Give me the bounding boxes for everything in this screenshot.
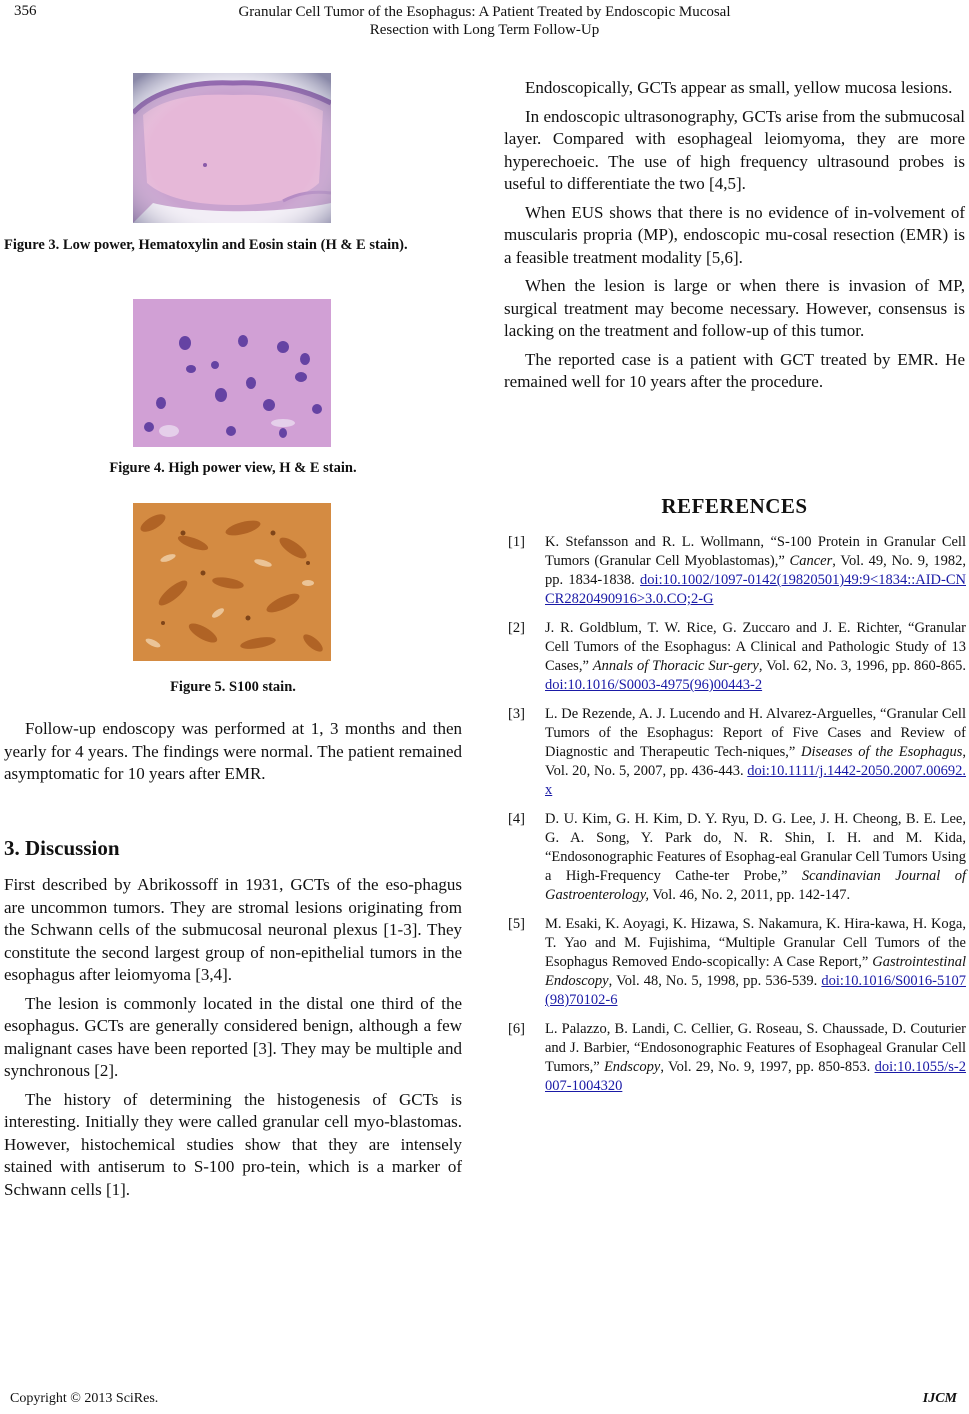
- reference-text: J. R. Goldblum, T. W. Rice, G. Zuccaro and J. E. Richter, “Granular Cell Tumors of the Esophagus: A Clinical and Pathologic Study of 13 Cases,”: [545, 620, 966, 674]
- body-paragraph: The reported case is a patient with GCT treated by EMR. He remained well for 10 years after the procedure.: [504, 349, 965, 391]
- reference-journal: Annals of Thoracic Sur-gery: [592, 658, 759, 674]
- reference-number: [2]: [508, 620, 525, 636]
- body-paragraph: In endoscopic ultrasonography, GCTs arise from the submucosal layer. Compared with esophageal leiomyoma, they are more hyperechoeic. The use of high frequency ultrasound probes is useful to differentiate the two [4,5].: [504, 106, 965, 193]
- discussion-paragraph: The history of determining the histogenesis of GCTs is interesting. Initially they were called granular cell myo-blastomas. However, histochemical studies show that they are intensely stained with antiserum to S-100 pro-tein, which is a marker of Schwann cells [1].: [4, 1089, 462, 1199]
- running-title-line1: Granular Cell Tumor of the Esophagus: A Patient Treated by Endoscopic Mucosal: [238, 4, 731, 20]
- reference-number: [5]: [508, 916, 525, 932]
- reference-text: L. De Rezende, A. J. Lucendo and H. Alvarez-Arguelles, “Granular Cell Tumors of the Esophagus: Report of Five Cases and Review of Diagnostic and Therapeutic Tech-niques,”: [545, 706, 966, 760]
- reference-journal: Endscopy: [603, 1059, 661, 1075]
- reference-text: D. U. Kim, G. H. Kim, D. Y. Ryu, D. G. Lee, J. H. Cheong, B. E. Lee, G. A. Song, Y. Park do, N. R. Shin, I. H. and M. Kida, “Endosonographic Features of Esophag-eal Granular Cell Tumors Using a High-Frequency Cathe-ter Probe,”: [545, 811, 966, 884]
- reference-doi-link[interactable]: doi:10.1002/1097-0142(19820501)49:9<1834::AID-CNCR2820490916>3.0.CO;2-G: [545, 572, 966, 607]
- left-column-followup: [4, 718, 462, 792]
- copyright-notice: Copyright © 2013 SciRes.: [10, 1391, 159, 1406]
- reference-item: [508, 705, 966, 800]
- body-paragraph: When EUS shows that there is no evidence of in-volvement of muscularis propria (MP), endoscopic mu-cosal resection (EMR) is a feasible treatment modality [5,6].: [504, 202, 965, 267]
- running-title-line2: Resection with Long Term Follow-Up: [369, 22, 600, 38]
- reference-number: [1]: [508, 534, 525, 550]
- reference-doi-link[interactable]: doi:10.1016/S0016-5107(98)70102-6: [545, 973, 966, 1008]
- page-number: 356: [14, 3, 37, 19]
- figure-5-image: [133, 503, 331, 661]
- journal-abbreviation: IJCM: [922, 1391, 957, 1406]
- reference-text: M. Esaki, K. Aoyagi, K. Hizawa, S. Nakamura, K. Hira-kawa, H. Koga, T. Yao and M. Fujishima, “Multiple Granular Cell Tumors of the Esophagus Removed Endo-scopically: A Case Report,”: [545, 916, 966, 970]
- figure-3-micrograph: [133, 73, 331, 223]
- reference-details: , Vol. 62, No. 3, 1996, pp. 860-865.: [758, 658, 967, 674]
- reference-doi-link[interactable]: doi:10.1055/s-2007-1004320: [545, 1059, 966, 1094]
- reference-text: L. Palazzo, B. Landi, C. Cellier, G. Roseau, S. Chaussade, D. Couturier and J. Barbier, “Endosonographic Features of Esophageal Granular Cell Tumors,”: [545, 1021, 966, 1075]
- references-list: [508, 533, 966, 1106]
- figure-4-micrograph: [133, 299, 331, 447]
- reference-doi-link[interactable]: doi:10.1016/S0003-4975(96)00443-2: [545, 677, 763, 693]
- reference-journal: Cancer: [789, 553, 833, 569]
- right-column-text: [504, 77, 965, 400]
- running-title: [0, 3, 969, 39]
- reference-doi-link[interactable]: doi:10.1111/j.1442-2050.2007.00692.x: [545, 763, 966, 798]
- references-heading: REFERENCES: [661, 494, 808, 518]
- figure-3-image: [133, 73, 331, 223]
- reference-details: , Vol. 20, No. 5, 2007, pp. 436-443.: [545, 744, 967, 779]
- reference-number: [6]: [508, 1021, 525, 1037]
- reference-number: [3]: [508, 706, 525, 722]
- discussion-heading: 3. Discussion: [4, 836, 120, 860]
- reference-text: K. Stefansson and R. L. Wollmann, “S-100 Protein in Granular Cell Tumors (Granular Cell Myoblastomas),”: [545, 534, 966, 569]
- reference-item: [508, 810, 966, 905]
- reference-item: [508, 1020, 966, 1096]
- discussion-paragraph: The lesion is commonly located in the distal one third of the esophagus. GCTs are generally considered benign, although a few malignant cases have been reported [3]. They may be multiple and synchronous [2].: [4, 993, 462, 1080]
- reference-details: , Vol. 48, No. 5, 1998, pp. 536-539.: [608, 973, 822, 989]
- figure-3-caption: Figure 3. Low power, Hematoxylin and Eosin stain (H & E stain).: [4, 237, 408, 253]
- followup-paragraph: Follow-up endoscopy was performed at 1, 3 months and then yearly for 4 years. The findings were normal. The patient remained asymptomatic for 10 years after EMR.: [4, 719, 462, 783]
- reference-details: , Vol. 49, No. 9, 1982, pp. 1834-1838.: [545, 553, 966, 588]
- left-column-discussion: [4, 874, 462, 1207]
- reference-journal: Gastrointestinal Endoscopy: [545, 954, 966, 989]
- body-paragraph: When the lesion is large or when there is invasion of MP, surgical treatment may become necessary. However, consensus is lacking on the treatment and follow-up of this tumor.: [504, 276, 965, 340]
- figure-4-image: [133, 299, 331, 447]
- reference-details: , Vol. 29, No. 9, 1997, pp. 850-853.: [660, 1059, 875, 1075]
- reference-number: [4]: [508, 811, 525, 827]
- reference-item: [508, 915, 966, 1010]
- reference-journal: Diseases of the Esophagus: [801, 744, 963, 760]
- figure-5-micrograph: [133, 503, 331, 661]
- reference-item: [508, 619, 966, 695]
- body-paragraph: Endoscopically, GCTs appear as small, yellow mucosa lesions.: [525, 78, 953, 97]
- reference-item: [508, 533, 966, 609]
- reference-details: Vol. 46, No. 2, 2011, pp. 142-147.: [649, 887, 851, 903]
- discussion-paragraph: First described by Abrikossoff in 1931, GCTs of the eso-phagus are uncommon tumors. They are stromal lesions originating from the Schwann cells of the submucosal neuronal plexus [1-3]. They constitute the second largest group of non-epithelial tumors in the esophagus after leiomyoma [3,4].: [4, 875, 462, 984]
- figure-5-caption: Figure 5. S100 stain.: [170, 679, 296, 695]
- reference-journal: Scandinavian Journal of Gastroenterology,: [545, 868, 966, 903]
- figure-4-caption: Figure 4. High power view, H & E stain.: [109, 460, 357, 476]
